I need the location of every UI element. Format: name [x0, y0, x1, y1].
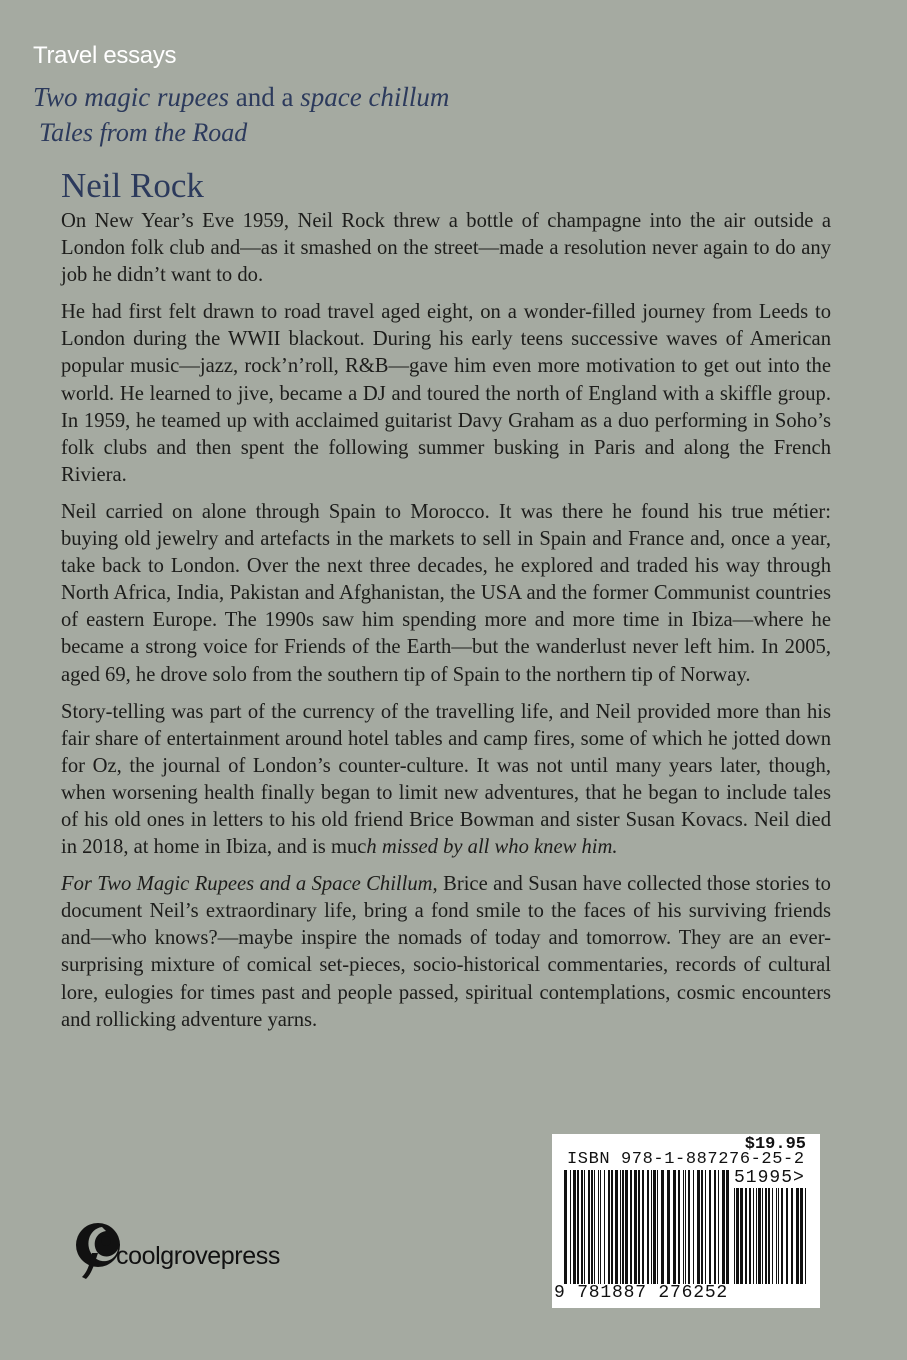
addon-barcode-bars [734, 1188, 808, 1284]
barcode-bar [805, 1188, 806, 1284]
blurb-paragraph-1: On New Year’s Eve 1959, Neil Rock threw a bottle of champagne into the air outside a London folk club and—as it smashed on the street—made a resolution never again to do any job he didn’t want to do. [61, 210, 831, 287]
price-label: $19.95 [744, 1135, 806, 1154]
blurb-paragraph-4 [61, 699, 831, 862]
blurb-paragraph-4-italic: h missed by all who knew him. [366, 836, 618, 859]
barcode-bar [762, 1188, 763, 1284]
barcode-bar [776, 1188, 777, 1284]
ean-digits: 9 781887 276252 [554, 1283, 729, 1303]
barcode-bar [570, 1170, 571, 1284]
barcode-bar [642, 1170, 644, 1284]
title-part-2: space chillum [300, 82, 450, 112]
barcode-bar [709, 1170, 711, 1284]
barcode-bar [749, 1188, 751, 1284]
barcode-bar [705, 1170, 706, 1284]
publisher-name: coolgrovepress [116, 1242, 280, 1270]
title-part-1: Two magic rupees [33, 82, 229, 112]
barcode-bar [620, 1170, 621, 1284]
barcode-bar [588, 1170, 590, 1284]
barcode-block [552, 1134, 820, 1308]
barcode-bar [701, 1170, 703, 1284]
barcode-bar [673, 1170, 676, 1284]
barcode-bar [688, 1170, 690, 1284]
barcode-bar [591, 1170, 593, 1284]
barcode-bar [625, 1170, 628, 1284]
barcode-bar [600, 1170, 601, 1284]
barcode-bar [581, 1170, 583, 1284]
barcode-bar [594, 1170, 595, 1284]
blurb [61, 208, 831, 1044]
barcode-bar [753, 1188, 754, 1284]
barcode-bar [736, 1188, 739, 1284]
barcode-bar [781, 1188, 783, 1284]
barcode-bar [584, 1170, 585, 1284]
book-title [33, 82, 449, 113]
barcode-bar [657, 1170, 658, 1284]
barcode-bar [693, 1170, 694, 1284]
barcode-bar [634, 1170, 637, 1284]
barcode-bar [647, 1170, 649, 1284]
barcode-bar [734, 1188, 735, 1284]
barcode-bar [564, 1170, 567, 1284]
barcode-bar [756, 1188, 757, 1284]
blurb-paragraph-5-italic: For Two Magic Rupees and a Space Chillum [61, 873, 433, 896]
barcode-bar [685, 1170, 686, 1284]
barcode-bar [661, 1170, 664, 1284]
author-name: Neil Rock [61, 166, 204, 205]
barcode-bar [714, 1170, 716, 1284]
barcode-bar [608, 1170, 610, 1284]
barcode-bar [683, 1170, 684, 1284]
barcode-bar [772, 1188, 773, 1284]
barcode-bar [786, 1188, 788, 1284]
ean-barcode-bars [564, 1170, 730, 1284]
barcode-bar [615, 1170, 618, 1284]
barcode-bar [778, 1188, 779, 1284]
barcode-bar [758, 1188, 761, 1284]
barcode-bar [745, 1188, 747, 1284]
publisher-logo [72, 1213, 322, 1283]
blurb-paragraph-2: He had first felt drawn to road travel aged eight, on a wonder-filled journey from Leeds to London during the WWII blackout. During his early teens successive waves of American popular music—jazz, rock’n’roll, R&B—gave him even more motivation to get out into the world. He learned to jive, became a DJ and toured the north of England with a skiffle group. In 1959, he teamed up with acclaimed guitarist Davy Graham as a duo performing in Soho’s folk clubs and then spent the following summer busking in Paris and along the French Riviera. [61, 301, 831, 486]
barcode-bar [796, 1188, 799, 1284]
blurb-paragraph-5 [61, 871, 831, 1034]
barcode-bar [604, 1170, 605, 1284]
addon-code: 51995> [734, 1168, 805, 1188]
isbn-label: ISBN 978-1-887276-25-2 [567, 1150, 805, 1169]
barcode-bar [653, 1170, 656, 1284]
title-connector: and a [229, 82, 301, 112]
barcode-bar [611, 1170, 613, 1284]
blurb-paragraph-4-main: Story-telling was part of the currency of the travelling life, and Neil provided more than his fair share of entertainment around hotel tables and camp fires, some of which he jotted down for Oz, the journal of London’s counter-culture. It was not until many years later, though, when worsening health finally began to limit new adventures, that he began to include tales of his old ones in letters to his old friend Brice Bowman and sister Susan Kovacs. Neil died in 2018, at home in Ibiza, and is muc [61, 700, 831, 859]
barcode-bar [667, 1170, 670, 1284]
barcode-bar [791, 1188, 793, 1284]
barcode-bar [598, 1170, 599, 1284]
category-label: Travel essays [33, 42, 177, 69]
barcode-bar [800, 1188, 803, 1284]
barcode-bar [678, 1170, 680, 1284]
barcode-bar [577, 1170, 579, 1284]
barcode-bar [622, 1170, 624, 1284]
barcode-bar [740, 1188, 743, 1284]
barcode-bar [765, 1188, 767, 1284]
barcode-bar [722, 1170, 725, 1284]
barcode-bar [651, 1170, 652, 1284]
blurb-paragraph-5-main: , Brice and Susan have collected those stories to document Neil’s extraordinary life, bring a fond smile to the faces of his surviving friends and—who knows?—maybe inspire the nomads of today and tomorrow. They are an ever-surprising mixture of comical set-pieces, socio-historical commentaries, records of cultural lore, eulogies for times past and people passed, spiritual contemplations, cosmic encounters and rollicking adventure yarns. [61, 873, 831, 1031]
barcode-bar [638, 1170, 640, 1284]
barcode-bar [768, 1188, 770, 1284]
book-subtitle: Tales from the Road [39, 118, 248, 147]
barcode-bar [718, 1170, 719, 1284]
barcode-bar [573, 1170, 576, 1284]
barcode-bar [697, 1170, 700, 1284]
barcode-bar [630, 1170, 632, 1284]
blurb-paragraph-3: Neil carried on alone through Spain to Morocco. It was there he found his true métier: buying old jewelry and artefacts in the markets to sell in Spain and France and, once a year, take back to London. Over the next three decades, he explored and traded his way through North Africa, India, Pakistan and Afghanistan, the USA and the former Communist countries of eastern Europe. The 1990s saw him spending more and more time in Ibiza—where he became a strong voice for Friends of the Earth—but the wanderlust never left him. In 2005, aged 69, he drove solo from the southern tip of Spain to the northern tip of Norway. [61, 500, 831, 686]
barcode-bar [726, 1170, 729, 1284]
